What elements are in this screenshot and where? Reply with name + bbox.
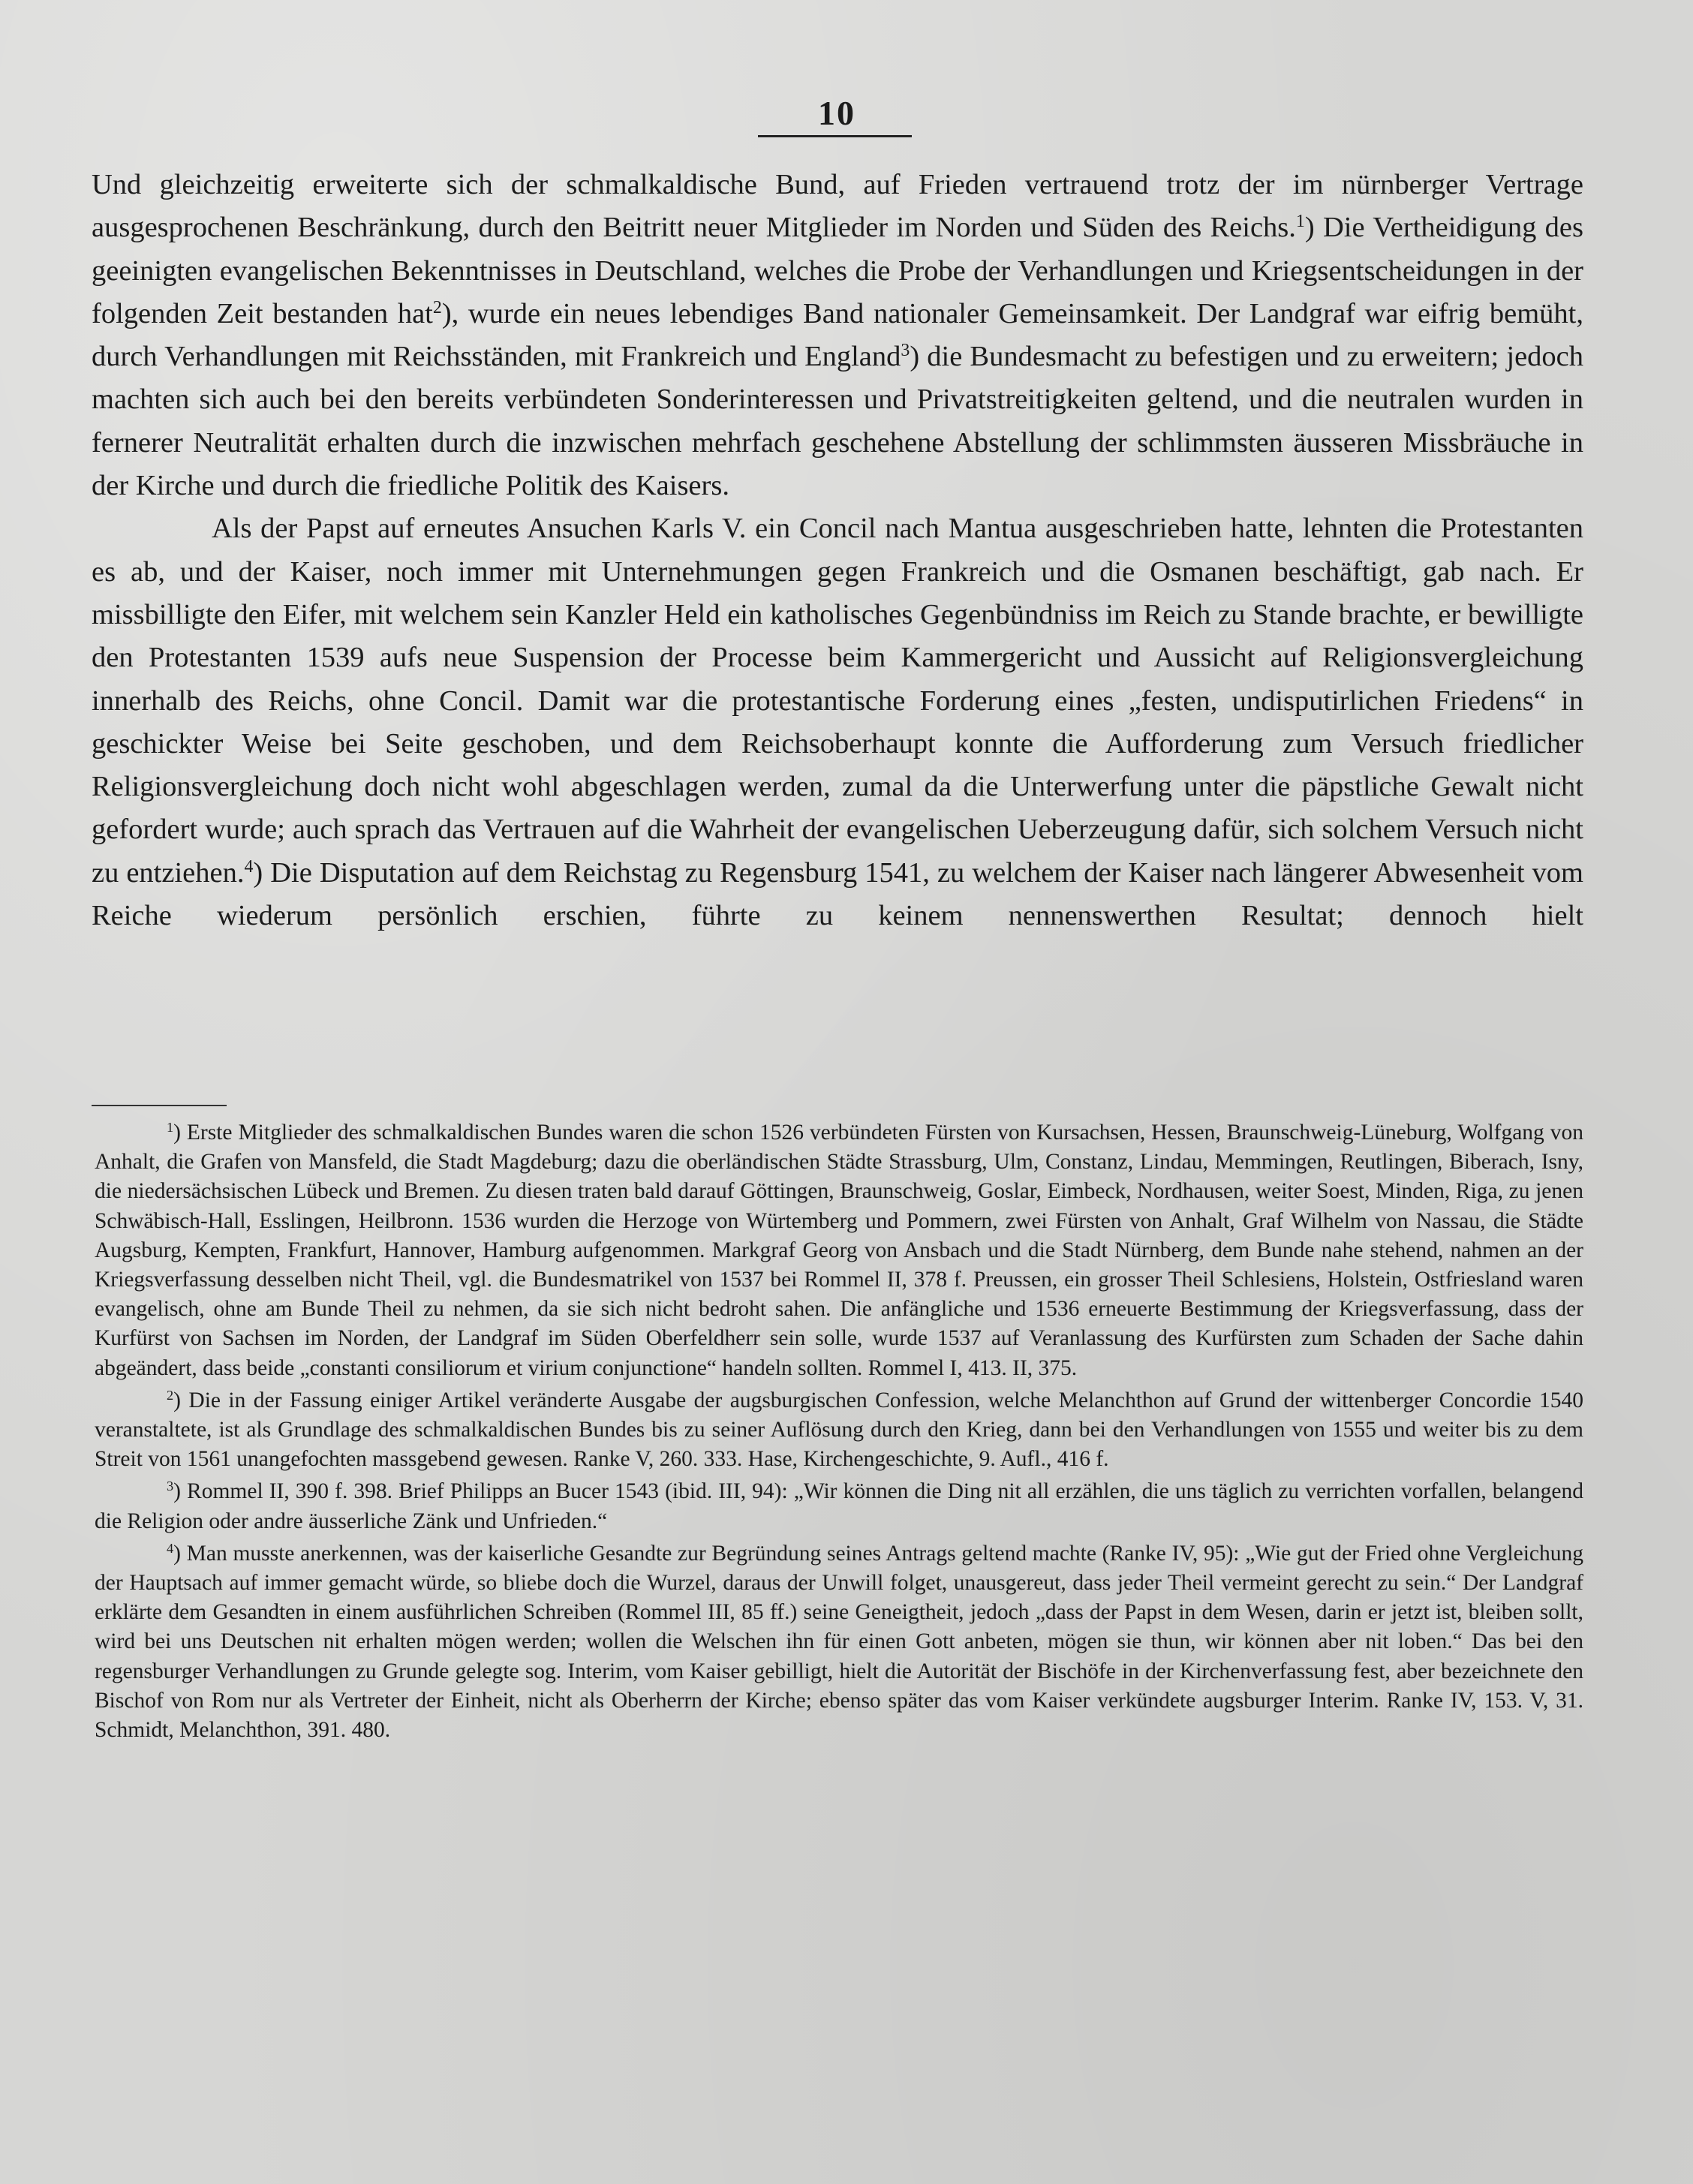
page-number-rule xyxy=(758,135,912,137)
footnote-ref-2: 2 xyxy=(432,297,442,317)
footnote-ref-3: 3 xyxy=(901,341,910,361)
footnote-text: ) Die in der Fassung einiger Artikel veränderte Ausgabe der augsburgischen Confession, welche Melanchthon auf Grund der wittenberger Concordie 1540 veranstaltete, ist als Grundlage des schmalkaldischen Bundes bis zu seiner Auflösung durch den Krieg, dann bei den Verhandlungen von 1555 und weiter bis zu dem Streit von 1561 unangefochten massgebend gewesen. Ranke V, 260. 333. Hase, Kirchengeschichte, 9. Aufl., 416 f. xyxy=(95,1388,1583,1472)
paragraph-2: Als der Papst auf erneutes Ansuchen Karls V. ein Concil nach Mantua ausgeschrieben hatte, lehnten die Protestanten es ab, und der Kaiser, noch immer mit Unternehmungen gegen Frankreich und die Osmanen beschäftigt, gab nach. Er missbilligte den Eifer, mit welchem sein Kanzler Held ein katholisches Gegenbündniss im Reich zu Stande brachte, er bewilligte den Protestanten 1539 aufs neue Suspension der Processe beim Kammergericht und Aussicht auf Religionsvergleichung innerhalb des Reichs, ohne Concil. Damit war die protestantische Forderung eines „festen, undisputirlichen Friedens“ in geschickter Weise bei Seite geschoben, und dem Reichsoberhaupt konnte die Aufforderung zum Versuch friedlicher Religionsvergleichung doch nicht wohl abgeschlagen werden, zumal da die Unterwerfung unter die päpstliche Gewalt nicht gefordert wurde; auch sprach das Vertrauen auf die Wahrheit der evangelischen Ueberzeugung dafür, sich solchem Versuch nicht zu entziehen.$^4$) Die Disputation auf dem Reichstag zu Regensburg 1541, zu welchem der Kaiser nach längerer Abwesenheit vom Reiche wiederum persönlich erschien, führte zu keinem nennenswerthen Resultat; dennoch hielt xyxy=(92,513,1583,932)
page-number: 10 xyxy=(818,94,856,132)
footnote-ref-1: 1 xyxy=(1295,212,1305,232)
footnote-text: ) Man musste anerkennen, was der kaiserliche Gesandte zur Begründung seines Antrags geltend machte (Ranke IV, 95): „Wie gut der Fried ohne Vergleichung der Hauptsach auf immer gemacht würde, so bliebe doch die Wurzel, daraus der Unwill folget, unausgereut, dass jeder Theil vermeint gerecht zu sein.“ Der Landgraf erklärte dem Gesandten in einem ausführlichen Schreiben (Rommel III, 85 ff.) seine Geneigtheit, jedoch „dass der Papst in dem Wesen, darin er jetzt ist, bleiben sollt, wird bei uns Deutschen nit erhalten mögen werden; wollen die Welschen ihn für einen Gott anbeten, mögen sie thun, wir können aber nit loben.“ Das bei den regensburger Verhandlungen zu Grunde gelegte sog. Interim, vom Kaiser gebilligt, hielt die Autorität der Bischöfe in der Kirchenverfassung fest, aber bezeichnete den Bischof von Rom nur als Vertreter der Einheit, nicht als Oberherrn der Kirche; ebenso später das vom Kaiser verkündete augsburger Interim. Ranke IV, 153. V, 31. Schmidt, Melanchthon, 391. 480. xyxy=(95,1541,1583,1743)
footnote-3 xyxy=(95,1477,1583,1536)
footnote-ref-4: 4 xyxy=(244,856,254,877)
footnote-divider xyxy=(92,1105,227,1106)
paragraph-1: Und gleichzeitig erweiterte sich der schmalkaldische Bund, auf Frieden vertrauend trotz der im nürnberger Vertrage ausgesprochenen Beschränkung, durch den Beitritt neuer Mitglieder im Norden und Süden des Reichs.$^1$) Die Vertheidigung des geeinigten evangelischen Bekenntnisses in Deutschland, welches die Probe der Verhandlungen und Kriegsentscheidungen in der folgenden Zeit bestanden hat$^2$), wurde ein neues lebendiges Band nationaler Gemeinsamkeit. Der Landgraf war eifrig bemüht, durch Verhandlungen mit Reichsständen, mit Frankreich und England$^3$) die Bundesmacht zu befestigen und zu erweitern; jedoch machten sich auch bei den bereits verbündeten Sonderinteressen und Privatstreitigkeiten geltend, und die neutralen wurden in fernerer Neutralität erhalten durch die inzwischen mehrfach geschehene Abstellung der schlimmsten äusseren Missbräuche in der Kirche und durch die friedliche Politik des Kaisers. xyxy=(92,169,1584,502)
footnote-text: ) Rommel II, 390 f. 398. Brief Philipps an Bucer 1543 (ibid. III, 94): „Wir können die Ding nit all erzählen, die uns täglich zu verrichten vorfallen, belangend die Religion oder andre äusserliche Zänk und Unfrieden.“ xyxy=(95,1479,1583,1533)
footnote-marker: 1 xyxy=(167,1119,174,1135)
footnote-2 xyxy=(95,1386,1583,1475)
footnote-1 xyxy=(95,1118,1583,1383)
main-text xyxy=(92,164,1583,937)
footnote-4 xyxy=(95,1539,1583,1745)
footnote-text: ) Erste Mitglieder des schmalkaldischen Bundes waren die schon 1526 verbündeten Fürsten von Kursachsen, Hessen, Braunschweig-Lüneburg, Wolfgang von Anhalt, die Grafen von Mansfeld, die Stadt Magdeburg; dazu die oberländischen Städte Strassburg, Ulm, Constanz, Lindau, Memmingen, Reutlingen, Biberach, Isny, die niedersächsischen Lübeck und Bremen. Zu diesen traten bald darauf Göttingen, Braunschweig, Goslar, Eimbeck, Nordhausen, weiter Soest, Minden, Riga, zu jenen Schwäbisch-Hall, Esslingen, Heilbronn. 1536 wurden die Herzoge von Würtemberg und Pommern, zwei Fürsten von Anhalt, Graf Wilhelm von Nassau, die Städte Augsburg, Kempten, Frankfurt, Hannover, Hamburg aufgenommen. Markgraf Georg von Ansbach und die Stadt Nürnberg, dem Bunde nahe stehend, nahmen an der Kriegsverfassung desselben nicht Theil, vgl. die Bundesmatrikel von 1537 bei Rommel II, 378 f. Preussen, ein grosser Theil Schlesiens, Holstein, Ostfriesland waren evangelisch, ohne am Bunde Theil zu nehmen, da sie sich nicht bedroht sahen. Die anfängliche und 1536 erneuerte Bestimmung der Kriegsverfassung, dass der Kurfürst von Sachsen im Norden, der Landgraf im Süden Oberfeldherr sein solle, wurde 1537 auf Veranlassung des Kurfürsten zum Schaden der Sache dahin abgeändert, dass beide „constanti consiliorum et virium conjunctione“ handeln sollten. Rommel I, 413. II, 375. xyxy=(95,1121,1583,1380)
footnotes xyxy=(95,1118,1583,1748)
footnote-marker: 3 xyxy=(167,1479,174,1494)
footnote-marker: 2 xyxy=(167,1387,174,1403)
footnote-marker: 4 xyxy=(167,1540,174,1556)
